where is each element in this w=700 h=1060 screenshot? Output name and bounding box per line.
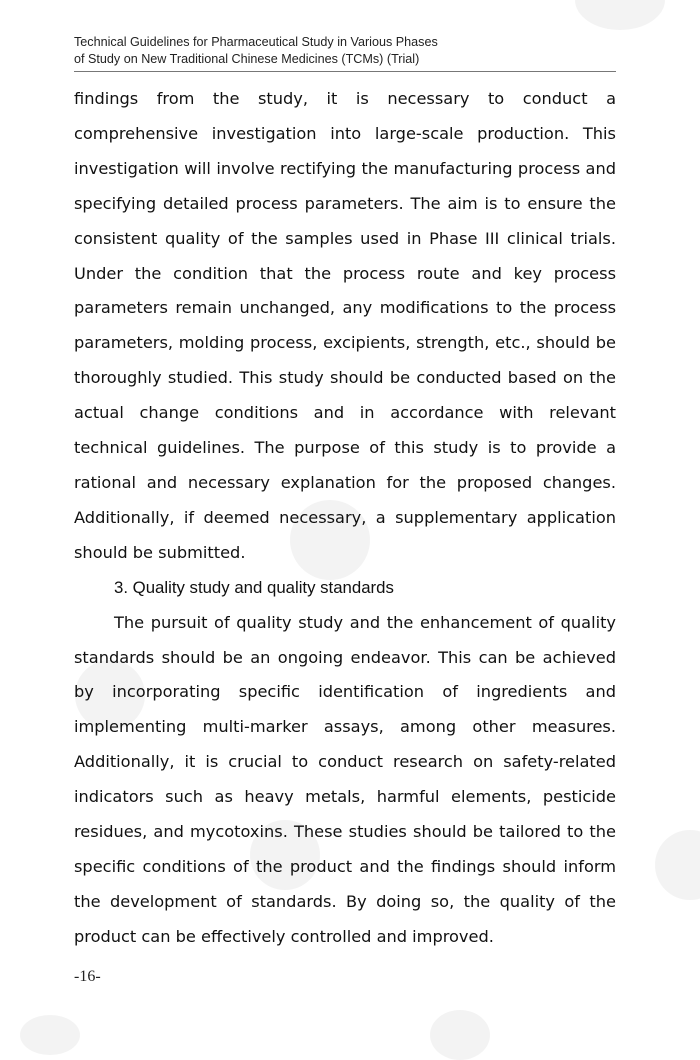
watermark-seal: [20, 1015, 80, 1055]
running-header: [74, 34, 616, 72]
paragraph-quality-study: The pursuit of quality study and the enhancement of quality standards should be an ongoing endeavor. This can be achieved by incorporating specific identification of ingredients and implementing multi-marker assays, among other measures. Additionally, it is crucial to conduct research on safety-related indicators such as heavy metals, harmful elements, pesticide residues, and mycotoxins. These studies should be tailored to the specific conditions of the product and the findings should inform the development of standards. By doing so, the quality of the product can be effectively controlled and improved.: [74, 612, 616, 946]
watermark-seal: [575, 0, 665, 30]
watermark-seal: [430, 1010, 490, 1060]
page-number: -16-: [74, 968, 101, 985]
paragraph-continuation: findings from the study, it is necessary to conduct a comprehensive investigation into large-scale production. This investigation will involve rectifying the manufacturing process and specifying detailed process parameters. The aim is to ensure the consistent quality of the samples used in Phase III clinical trials. Under the condition that the process route and key process parameters remain unchanged, any modifications to the process parameters, molding process, excipients, strength, etc., should be thoroughly studied. This study should be conducted based on the actual change conditions and in accordance with relevant technical guidelines. The purpose of this study is to provide a rational and necessary explanation for the proposed changes. Additionally, if deemed necessary, a supplementary application should be submitted.: [74, 89, 616, 562]
section-heading: 3. Quality study and quality standards: [114, 577, 394, 597]
watermark-seal: [655, 830, 700, 900]
header-line-1: Technical Guidelines for Pharmaceutical Study in Various Phases: [74, 35, 438, 49]
header-line-2: of Study on New Traditional Chinese Medicines (TCMs) (Trial): [74, 51, 420, 66]
body-text: [74, 82, 616, 955]
